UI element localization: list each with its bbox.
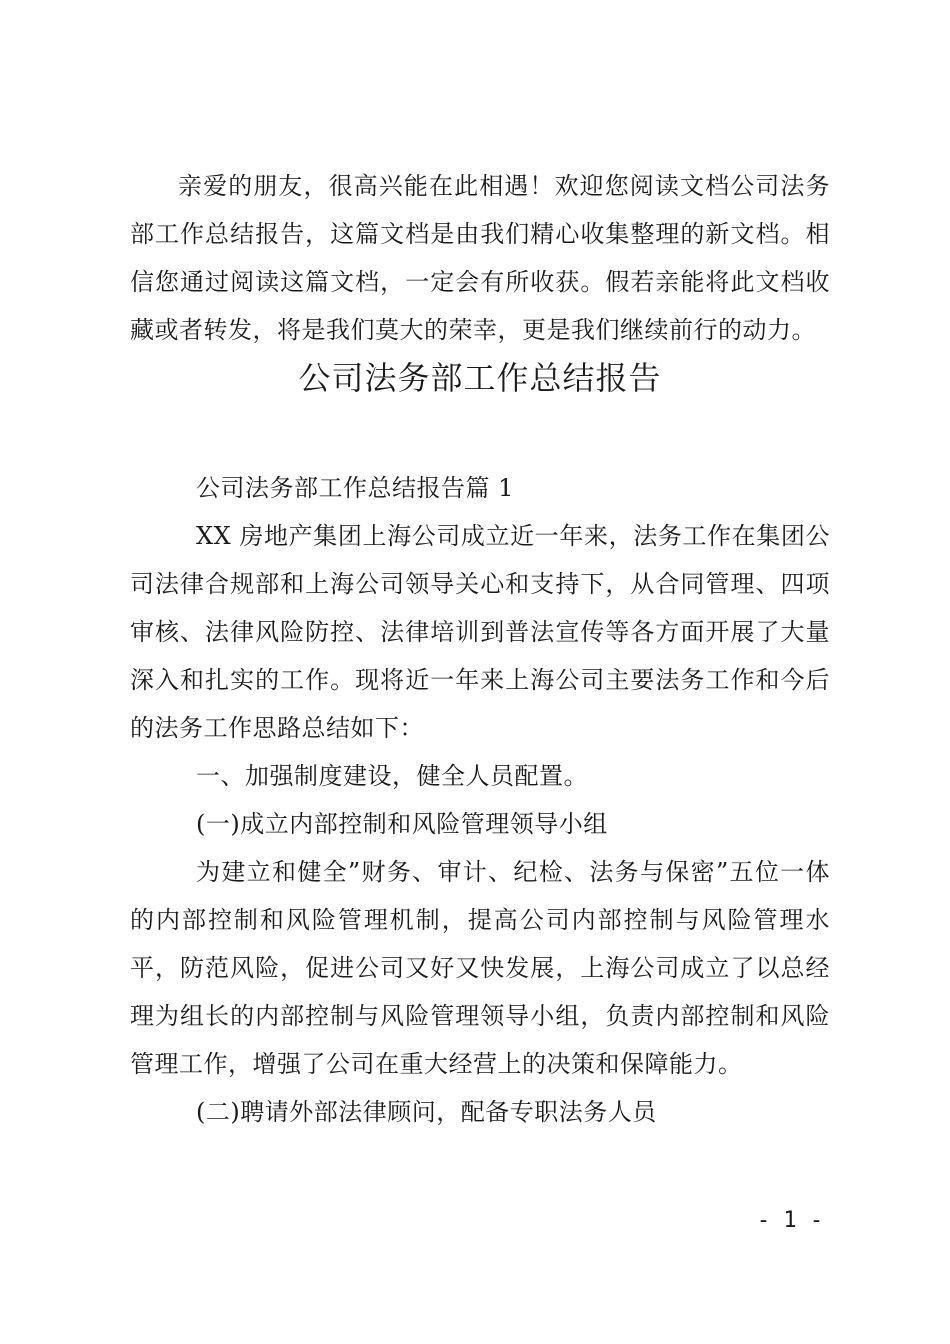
- section-heading: 公司法务部工作总结报告篇 1: [196, 474, 514, 502]
- subheading: 一、加强制度建设，健全人员配置。: [196, 762, 588, 790]
- page-number: - 1 -: [756, 1208, 824, 1233]
- document-body: [130, 464, 830, 1136]
- subheading: (一)成立内部控制和风险管理领导小组: [196, 810, 608, 838]
- subheading: (二)聘请外部法律顾问，配备专职法务人员: [196, 1098, 657, 1126]
- body-paragraph: XX 房地产集团上海公司成立近一年来，法务工作在集团公司法律合规部和上海公司领导关心和支持下，从合同管理、四项审核、法律风险防控、法律培训到普法宣传等各方面开展了大量深入和扎实的工作。现将近一年来上海公司主要法务工作和今后的法务工作思路总结如下：: [130, 522, 830, 742]
- body-paragraph: 为建立和健全”财务、审计、纪检、法务与保密”五位一体的内部控制和风险管理机制，提高公司内部控制与风险管理水平，防范风险，促进公司又好又快发展，上海公司成立了以总经理为组长的内部控制与风险管理领导小组，负责内部控制和风险管理工作，增强了公司在重大经营上的决策和保障能力。: [130, 858, 830, 1078]
- document-title: 公司法务部工作总结报告: [298, 359, 662, 397]
- intro-paragraph: 亲爱的朋友，很高兴能在此相遇！欢迎您阅读文档公司法务部工作总结报告，这篇文档是由我们精心收集整理的新文档。相信您通过阅读这篇文档，一定会有所收获。假若亲能将此文档收藏或者转发，将是我们莫大的荣幸，更是我们继续前行的动力。: [130, 172, 830, 344]
